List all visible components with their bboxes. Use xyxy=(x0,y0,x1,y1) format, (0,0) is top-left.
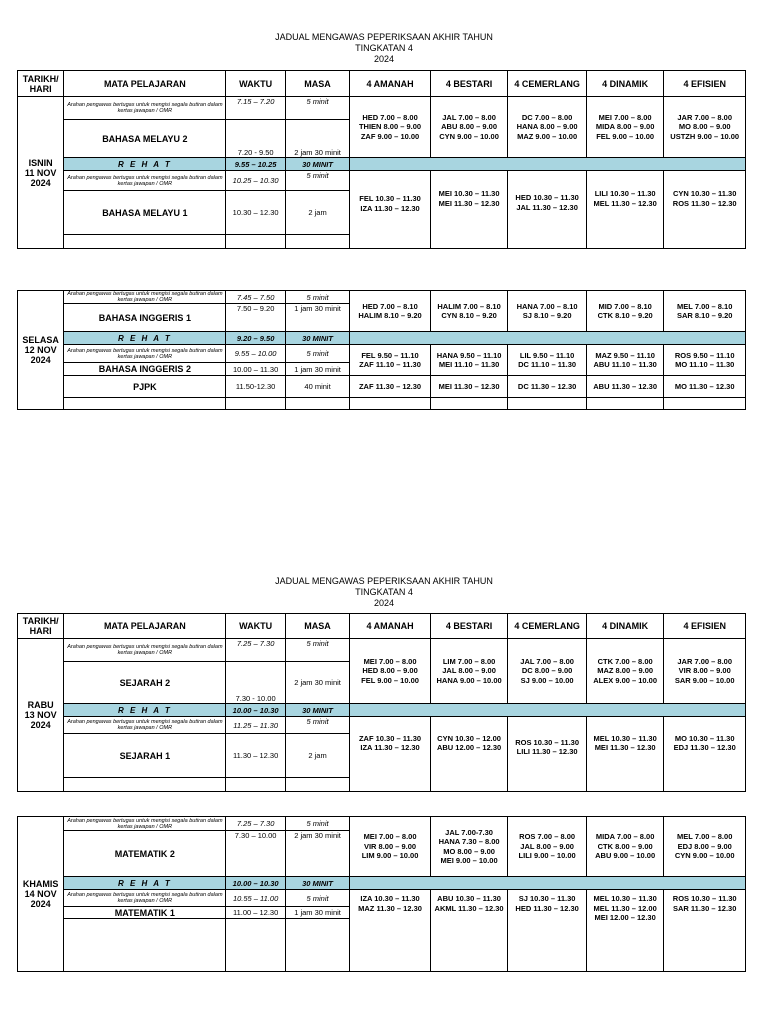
heading-form: TINGKATAN 4 xyxy=(355,587,413,597)
invigilator-cell: MEI 7.00 – 8.00 MIDA 8.00 – 9.00 FEL 9.00 – 10.00 xyxy=(586,97,664,158)
invigilator-cell: MO 10.30 – 11.30 EDJ 11.30 – 12.30 xyxy=(664,717,746,792)
heading-title: JADUAL MENGAWAS PEPERIKSAAN AKHIR TAHUN xyxy=(275,576,493,586)
duration-cell: 1 jam 30 minit xyxy=(285,907,349,919)
time-cell: 10.55 – 11.00 xyxy=(226,890,285,907)
invigilator-cell: HANA 7.00 – 8.10 SJ 8.10 – 9.20 xyxy=(508,291,587,332)
day-name: RABU xyxy=(27,700,54,710)
duration-cell: 2 jam 30 minit xyxy=(285,831,349,877)
invigilator-cell: ABU 10.30 – 11.30 AKML 11.30 – 12.30 xyxy=(430,890,508,972)
invigilator-cell: MAZ 9.50 – 11.10 ABU 11.10 – 11.30 xyxy=(586,345,664,376)
invigilator-cell: LIL 9.50 – 11.10 DC 11.10 – 11.30 xyxy=(508,345,587,376)
invigilator-cell: MEI 10.30 – 11.30 MEI 11.30 – 12.30 xyxy=(430,171,508,249)
duration-cell: 2 jam 30 minit xyxy=(285,120,349,158)
duration-cell: 5 minit xyxy=(285,717,349,734)
day-date: 14 NOV xyxy=(24,889,57,899)
duration-cell: 40 minit xyxy=(285,376,349,398)
invigilator-cell: MIDA 7.00 – 8.00 CTK 8.00 – 9.00 ABU 9.00 – 10.00 xyxy=(586,817,664,877)
col-header-day: TARIKH/ HARI xyxy=(18,71,64,97)
col-header-time: WAKTU xyxy=(226,71,285,97)
break-row xyxy=(18,158,746,171)
time-cell: 10.25 – 10.30 xyxy=(226,171,285,191)
invigilator-cell: CYN 10.30 – 11.30 ROS 11.30 – 12.30 xyxy=(664,171,746,249)
col-header-duration: MASA xyxy=(285,71,349,97)
subject-name: BAHASA INGGERIS 2 xyxy=(64,363,226,376)
invigilator-cell: HED 7.00 – 8.10 HALIM 8.10 – 9.20 xyxy=(350,291,431,332)
col-header-class: 4 CEMERLANG xyxy=(508,614,587,639)
schedule-table-khamis xyxy=(17,816,746,972)
break-time: 9.20 – 9.50 xyxy=(226,332,285,345)
day-cell xyxy=(18,639,64,792)
invigilator-cell: ROS 7.00 – 8.00 JAL 8.00 – 9.00 LILI 9.00 – 10.00 xyxy=(508,817,587,877)
invigilator-cell: JAR 7.00 – 8.00 VIR 8.00 – 9.00 SAR 9.00 – 10.00 xyxy=(664,639,746,704)
time-cell: 7.30 – 10.00 xyxy=(226,831,285,877)
col-header-class: 4 BESTARI xyxy=(430,614,508,639)
col-header-day: TARIKH/ HARI xyxy=(18,614,64,639)
duration-cell: 1 jam 30 minit xyxy=(285,304,349,332)
break-time: 9.55 – 10.25 xyxy=(226,158,285,171)
day-name: SELASA xyxy=(22,335,59,345)
time-cell: 7.30 - 10.00 xyxy=(226,662,285,704)
duration-cell: 5 minit xyxy=(285,171,349,191)
time-cell: 7.25 – 7.30 xyxy=(226,639,285,662)
break-duration: 30 MINIT xyxy=(285,877,349,890)
invigilator-cell: MEI 7.00 – 8.00 VIR 8.00 – 9.00 LIM 9.00 – 10.00 xyxy=(350,817,431,877)
invigilator-cell: FEL 10.30 – 11.30 IZA 11.30 – 12.30 xyxy=(350,171,431,249)
break-time: 10.00 – 10.30 xyxy=(226,704,285,717)
break-row xyxy=(18,704,746,717)
col-header-class: 4 DINAMIK xyxy=(586,71,664,97)
invigilator-cell: CYN 10.30 – 12.00 ABU 12.00 – 12.30 xyxy=(430,717,508,792)
col-header-subject: MATA PELAJARAN xyxy=(64,71,226,97)
invigilator-cell: IZA 10.30 – 11.30 MAZ 11.30 – 12.30 xyxy=(350,890,431,972)
time-cell: 7.45 – 7.50 xyxy=(226,291,285,304)
duration-cell: 2 jam 30 minit xyxy=(285,662,349,704)
col-header-duration: MASA xyxy=(285,614,349,639)
col-header-class: 4 EFISIEN xyxy=(664,614,746,639)
break-label: R E H A T xyxy=(64,877,226,890)
time-cell: 7.20 - 9.50 xyxy=(226,120,285,158)
break-row xyxy=(18,332,746,345)
heading-year: 2024 xyxy=(373,598,395,608)
col-header-class: 4 DINAMIK xyxy=(586,614,664,639)
instruction-note: Arahan pengawas bertugas untuk mengisi segala butiran dalam kertas jawapan / OMR xyxy=(64,717,226,734)
invigilator-cell: MEL 7.00 – 8.00 EDJ 8.00 – 9.00 CYN 9.00 – 10.00 xyxy=(664,817,746,877)
instruction-note: Arahan pengawas bertugas untuk mengisi segala butiran dalam kertas jawapan / OMR xyxy=(64,890,226,907)
duration-cell: 5 minit xyxy=(285,817,349,831)
invigilator-cell: ROS 10.30 – 11.30 SAR 11.30 – 12.30 xyxy=(664,890,746,972)
invigilator-cell: MEL 10.30 – 11.30 MEL 11.30 – 12.00 MEI 12.00 – 12.30 xyxy=(586,890,664,972)
col-header-class: 4 AMANAH xyxy=(350,614,431,639)
invigilator-cell: ROS 9.50 – 11.10 MO 11.10 – 11.30 xyxy=(664,345,746,376)
duration-cell: 2 jam xyxy=(285,734,349,778)
break-label: R E H A T xyxy=(64,332,226,345)
header-row xyxy=(18,614,746,639)
day-date: 12 NOV xyxy=(24,345,57,355)
schedule-table-isnin xyxy=(17,70,746,249)
invigilator-cell: DC 7.00 – 8.00 HANA 8.00 – 9.00 MAZ 9.00 – 10.00 xyxy=(508,97,587,158)
time-cell: 10.00 – 11.30 xyxy=(226,363,285,376)
invigilator-cell: JAL 7.00 – 8.00 DC 8.00 – 9.00 SJ 9.00 – 10.00 xyxy=(508,639,587,704)
page1-heading xyxy=(0,32,768,65)
invigilator-cell: SJ 10.30 – 11.30 HED 11.30 – 12.30 xyxy=(508,890,587,972)
time-cell: 9.55 – 10.00 xyxy=(226,345,285,363)
schedule-table-selasa xyxy=(17,290,746,410)
invigilator-cell: MEI 7.00 – 8.00 HED 8.00 – 9.00 FEL 9.00 – 10.00 xyxy=(350,639,431,704)
col-header-class: 4 BESTARI xyxy=(430,71,508,97)
break-time: 10.00 – 10.30 xyxy=(226,877,285,890)
subject-name: MATEMATIK 1 xyxy=(64,907,226,919)
day-cell xyxy=(18,97,64,249)
day-name: KHAMIS xyxy=(22,879,59,889)
invigilator-cell: ZAF 11.30 – 12.30 xyxy=(350,376,431,398)
day-name: ISNIN xyxy=(28,157,53,168)
subject-name: SEJARAH 2 xyxy=(64,662,226,704)
invigilator-cell: MEL 7.00 – 8.10 SAR 8.10 – 9.20 xyxy=(664,291,746,332)
break-duration: 30 MINIT xyxy=(285,704,349,717)
break-row xyxy=(18,877,746,890)
day-year: 2024 xyxy=(30,899,51,909)
invigilator-cell: JAL 7.00-7.30 HANA 7.30 – 8.00 MO 8.00 – 9.00 MEI 9.00 – 10.00 xyxy=(430,817,508,877)
time-cell: 7.15 – 7.20 xyxy=(226,97,285,120)
invigilator-cell: DC 11.30 – 12.30 xyxy=(508,376,587,398)
time-cell: 10.30 – 12.30 xyxy=(226,191,285,235)
time-cell: 11.00 – 12.30 xyxy=(226,907,285,919)
duration-cell: 5 minit xyxy=(285,291,349,304)
invigilator-cell: ABU 11.30 – 12.30 xyxy=(586,376,664,398)
schedule-table-rabu xyxy=(17,613,746,792)
invigilator-cell: HALIM 7.00 – 8.10 CYN 8.10 – 9.20 xyxy=(430,291,508,332)
invigilator-cell: MEL 10.30 – 11.30 MEI 11.30 – 12.30 xyxy=(586,717,664,792)
day-cell xyxy=(18,817,64,972)
col-header-subject: MATA PELAJARAN xyxy=(64,614,226,639)
instruction-note: Arahan pengawas bertugas untuk mengisi segala butiran dalam kertas jawapan / OMR xyxy=(64,639,226,662)
day-year: 2024 xyxy=(30,720,51,730)
day-cell xyxy=(18,291,64,410)
break-duration: 30 MINIT xyxy=(285,332,349,345)
time-cell: 11.30 – 12.30 xyxy=(226,734,285,778)
invigilator-cell: ROS 10.30 – 11.30 LILI 11.30 – 12.30 xyxy=(508,717,587,792)
duration-cell: 1 jam 30 minit xyxy=(285,363,349,376)
time-cell: 11.25 – 11.30 xyxy=(226,717,285,734)
time-cell: 7.25 – 7.30 xyxy=(226,817,285,831)
invigilator-cell: MO 11.30 – 12.30 xyxy=(664,376,746,398)
subject-name: MATEMATIK 2 xyxy=(64,831,226,877)
duration-cell: 5 minit xyxy=(285,890,349,907)
col-header-time: WAKTU xyxy=(226,614,285,639)
col-header-class: 4 AMANAH xyxy=(350,71,431,97)
subject-name: BAHASA MELAYU 2 xyxy=(64,120,226,158)
invigilator-cell: JAR 7.00 – 8.00 MO 8.00 – 9.00 USTZH 9.00 – 10.00 xyxy=(664,97,746,158)
day-year: 2024 xyxy=(30,355,51,365)
break-duration: 30 MINIT xyxy=(285,158,349,171)
invigilator-cell: JAL 7.00 – 8.00 ABU 8.00 – 9.00 CYN 9.00 – 10.00 xyxy=(430,97,508,158)
instruction-note: Arahan pengawas bertugas untuk mengisi segala butiran dalam kertas jawapan / OMR xyxy=(64,171,226,191)
break-label: R E H A T xyxy=(64,158,226,171)
invigilator-cell: LIM 7.00 – 8.00 JAL 8.00 – 9.00 HANA 9.00 – 10.00 xyxy=(430,639,508,704)
day-year: 2024 xyxy=(30,177,51,188)
subject-name: BAHASA INGGERIS 1 xyxy=(64,304,226,332)
heading-form: TINGKATAN 4 xyxy=(355,43,413,53)
page2-heading xyxy=(0,576,768,609)
subject-name: SEJARAH 1 xyxy=(64,734,226,778)
instruction-note: Arahan pengawas bertugas untuk mengisi segala butiran dalam kertas jawapan / OMR xyxy=(64,291,226,304)
time-cell: 11.50-12.30 xyxy=(226,376,285,398)
invigilator-cell: FEL 9.50 – 11.10 ZAF 11.10 – 11.30 xyxy=(350,345,431,376)
duration-cell: 5 minit xyxy=(285,345,349,363)
header-row xyxy=(18,71,746,97)
day-date: 13 NOV xyxy=(24,710,57,720)
col-header-class: 4 CEMERLANG xyxy=(508,71,587,97)
invigilator-cell: HED 10.30 – 11.30 JAL 11.30 – 12.30 xyxy=(508,171,587,249)
col-header-class: 4 EFISIEN xyxy=(664,71,746,97)
invigilator-cell: ZAF 10.30 – 11.30 IZA 11.30 – 12.30 xyxy=(350,717,431,792)
subject-name: BAHASA MELAYU 1 xyxy=(64,191,226,235)
invigilator-cell: MID 7.00 – 8.10 CTK 8.10 – 9.20 xyxy=(586,291,664,332)
break-label: R E H A T xyxy=(64,704,226,717)
heading-title: JADUAL MENGAWAS PEPERIKSAAN AKHIR TAHUN xyxy=(275,32,493,42)
invigilator-cell: HANA 9.50 – 11.10 MEI 11.10 – 11.30 xyxy=(430,345,508,376)
instruction-note: Arahan pengawas bertugas untuk mengisi segala butiran dalam kertas jawapan / OMR xyxy=(64,345,226,363)
duration-cell: 2 jam xyxy=(285,191,349,235)
day-date: 11 NOV xyxy=(24,167,57,178)
invigilator-cell: HED 7.00 – 8.00 THIEN 8.00 – 9.00 ZAF 9.00 – 10.00 xyxy=(350,97,431,158)
heading-year: 2024 xyxy=(373,54,395,64)
time-cell: 7.50 – 9.20 xyxy=(226,304,285,332)
invigilator-cell: CTK 7.00 – 8.00 MAZ 8.00 – 9.00 ALEX 9.00 – 10.00 xyxy=(586,639,664,704)
subject-name: PJPK xyxy=(64,376,226,398)
duration-cell: 5 minit xyxy=(285,97,349,120)
instruction-note: Arahan pengawas bertugas untuk mengisi segala butiran dalam kertas jawapan / OMR xyxy=(64,97,226,120)
invigilator-cell: MEI 11.30 – 12.30 xyxy=(430,376,508,398)
instruction-note: Arahan pengawas bertugas untuk mengisi segala butiran dalam kertas jawapan / OMR xyxy=(64,817,226,831)
invigilator-cell: LILI 10.30 – 11.30 MEL 11.30 – 12.30 xyxy=(586,171,664,249)
duration-cell: 5 minit xyxy=(285,639,349,662)
